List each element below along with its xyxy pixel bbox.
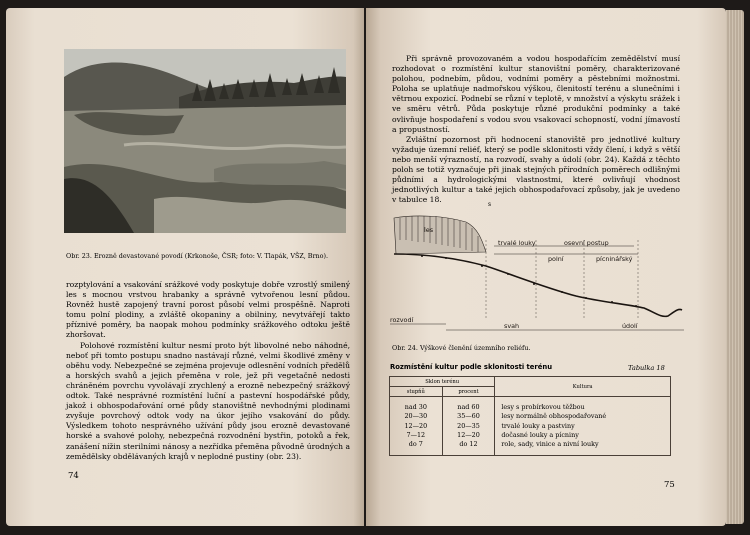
column-degrees [390,397,443,456]
cell-percent: 12—20 [457,430,480,439]
figure-24-caption: Obr. 24. Výškové členění územního reliéfu. [392,344,531,352]
right-paragraph-1: Při správně provozovaném a vodou hospodařícím zemědělství musí rozhodovat o rozmístění kultur stanovištní poměry, charakterizované polohou, podnebím, půdou, vodními poměry a pěstebními možnostmi. Poloha se uplatňuje nadmořskou výškou, členitostí terénu a slunečními i větrnou expozicí. Podnebí se různí v teplotě, v množství a výskytu srážek i ve směru větrů. Půda poskytuje různé produkční podmínky a také ovlivňuje hospodaření s vodou svou vsakovací schopností, vodní jímavostí a propustností. [392,54,680,134]
left-page-body [66,280,350,462]
label-svah: svah [504,322,520,330]
cell-culture: dočasné louky a pícniny [501,430,579,439]
left-paragraph-2: Polohové rozmístění kultur nesmí proto být libovolné nebo náhodné, neboť při tomto postupu snadno nastávají různé, velmi škodlivé změny v oběhu vody. Nebezpečné se zejména projevuje odlesnění vodních předělů a horských svahů a jejich přeměna v role, jež při vegetačně nedosti chráněném povrchu vyvolávají zrychlený a erozně nebezpečný srážkový odtok. Také nesprávné rozmístění luční a pastevní hospodářské půdy, jakož i obhospodařování orné půdy stanovištně nevhodnými plodinami zvyšuje povrchový odtok vody na úkor jejího vsakování do půdy. Výsledkem tohoto nesprávného užívání půdy jsou erozně devastované horské a svahové polohy, nebezpečná rozvodnění bystřin, potoků a řek, zanášení nížin sterilními nánosy a nezřídka přeměna původně úrodných a zemědělsky obdělávaných krajů v neplodné pustiny (obr. 23). [66,340,350,461]
column-percent [442,397,495,456]
right-paragraph-2: Zvláštní pozornost při hodnocení stanoviště pro jednotlivé kultury vyžaduje územní reliéf, který se podle sklonitosti vždy člení, i když s větší nebo menší výrazností, na rozvodí, svahy a údolí (obr. 24). Každá z těchto poloh se totiž vyznačuje při jinak stejných přírodních poměrech odlišnými půdními a hydrologickými vlastnostmi, které ovlivňují vhodnost jednotlivých kultur a také jejich obhospodařovací způsoby, jak je uvedeno v tabulce 18. [392,134,680,205]
header-culture: Kultura [495,377,671,397]
cell-culture: trvalé louky a pastviny [501,421,575,430]
cell-degrees: 7—12 [406,430,426,439]
eroded-watershed-photo [64,49,346,233]
cell-culture: lesy s probírkovou těžbou [501,403,585,411]
header-percent: procent [442,387,495,397]
label-udoli: údolí [622,322,638,330]
north-mark: s [488,201,492,208]
cell-percent: do 12 [459,440,478,449]
cell-degrees: nad 30 [404,403,427,411]
cell-percent: 35—60 [457,412,480,421]
left-page-number: 74 [68,471,79,481]
header-slope: Sklon terénu [390,377,495,387]
figure-23-caption: Obr. 23. Erozně devastované povodí (Krkonoše, ČSR; foto: V. Tlapák, VŠZ, Brno). [66,252,329,260]
slope-culture-table [389,376,671,456]
label-osevni-postup: osevní postup [564,239,609,247]
cell-degrees: do 7 [408,440,423,449]
cell-degrees: 12—20 [404,421,428,430]
header-degrees: stupňů [390,387,443,397]
label-picninarsky: pícninářský [596,255,633,263]
left-paragraph-1: rozptylování a vsakování srážkové vody poskytuje dobře vzrostlý smilený les s mocnou vrstvou hrabanky a správně vytvořenou lesní půdou. Rovněž hustě zapojený travní porost působí velmi prospěšně. Naproti tomu polní plodiny, a zvláště okopaniny a obilniny, nevytvářejí takto příznivé poměry, ba naopak mohou podmínky srážkového odtoku ještě zhoršovat. [66,280,350,340]
label-polni: polní [548,255,564,263]
column-culture [495,397,671,456]
right-page-body [392,54,680,205]
cell-culture: lesy normálně obhospodařované [501,412,607,421]
label-trvale: trvalé louky [498,239,536,247]
table-number: Tabulka 18 [628,364,665,372]
label-rozvodi: rozvodí [390,316,414,324]
relief-figure [386,200,688,340]
cell-percent: 20—35 [457,421,480,430]
label-les: les [424,226,434,234]
page-edges [726,10,744,524]
right-page-number: 75 [664,480,675,490]
cell-degrees: 20—30 [404,412,428,421]
cell-culture: role, sady, vinice a nivní louky [501,440,599,449]
cell-percent: nad 60 [457,403,480,411]
table-title: Rozmístění kultur podle sklonitosti terénu [390,363,553,371]
